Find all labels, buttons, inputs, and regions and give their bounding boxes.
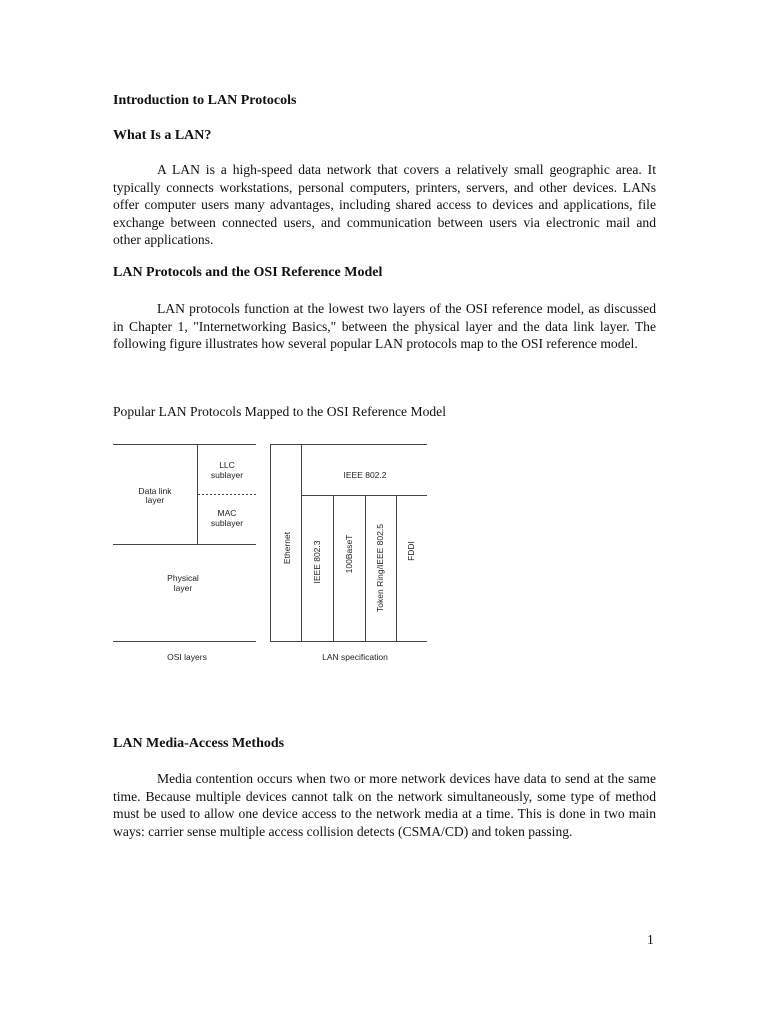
lan-column-label: FDDI (406, 541, 416, 561)
document-title: Introduction to LAN Protocols (113, 93, 297, 108)
osi-physical-label-1: Physical (167, 573, 199, 583)
paragraph-what-is-lan: A LAN is a high-speed data network that covers a relatively small geographic area. It typically connects workstations, personal computers, printers, servers, and other devices. LANs offer computer users many advantages, including shared access to devices and applications, file exchange between connected users, and communication between users via electronic mail and other applications. (113, 162, 656, 247)
osi-mac-label-1: MAC (217, 508, 237, 518)
figure-caption: Popular LAN Protocols Mapped to the OSI Reference Model (113, 404, 446, 419)
osi-data-link-label-1: Data link (138, 486, 172, 496)
lan-column-label: Ethernet (282, 531, 292, 565)
osi-physical-label-2: layer (173, 583, 193, 593)
heading-osi-model: LAN Protocols and the OSI Reference Model (113, 265, 383, 280)
lan-column-label: Token Ring/IEEE 802.5 (375, 524, 385, 612)
osi-data-link-label-2: layer (145, 495, 165, 505)
lan-ieee-8022-label: IEEE 802.2 (343, 470, 387, 480)
heading-what-is-lan: What Is a LAN? (113, 128, 212, 143)
osi-mac-label-2: sublayer (210, 518, 244, 528)
lan-spec-footer: LAN specification (322, 652, 388, 662)
page-number: 1 (647, 932, 654, 947)
osi-layers-footer: OSI layers (167, 652, 207, 662)
heading-media-access: LAN Media-Access Methods (113, 736, 285, 751)
paragraph-media-access: Media contention occurs when two or more network devices have data to send at the same time. Because multiple devices cannot talk on the network simultaneously, some type of method must be used to allow one device access to the network media at a time. This is done in two main ways: carrier sense multiple access collision detects (CSMA/CD) and token passing. (113, 771, 656, 839)
paragraph-osi-model: LAN protocols function at the lowest two layers of the OSI reference model, as discussed in Chapter 1, "Internetworking Basics," between the physical layer and the data link layer. The following figure illustrates how several popular LAN protocols map to the OSI reference model. (113, 301, 656, 351)
osi-llc-label-1: LLC (219, 460, 235, 470)
osi-lan-figure (113, 444, 433, 669)
lan-column-label: 100BaseT (344, 534, 354, 574)
lan-column-label: IEEE 802.3 (312, 540, 322, 584)
osi-llc-label-2: sublayer (210, 470, 244, 480)
